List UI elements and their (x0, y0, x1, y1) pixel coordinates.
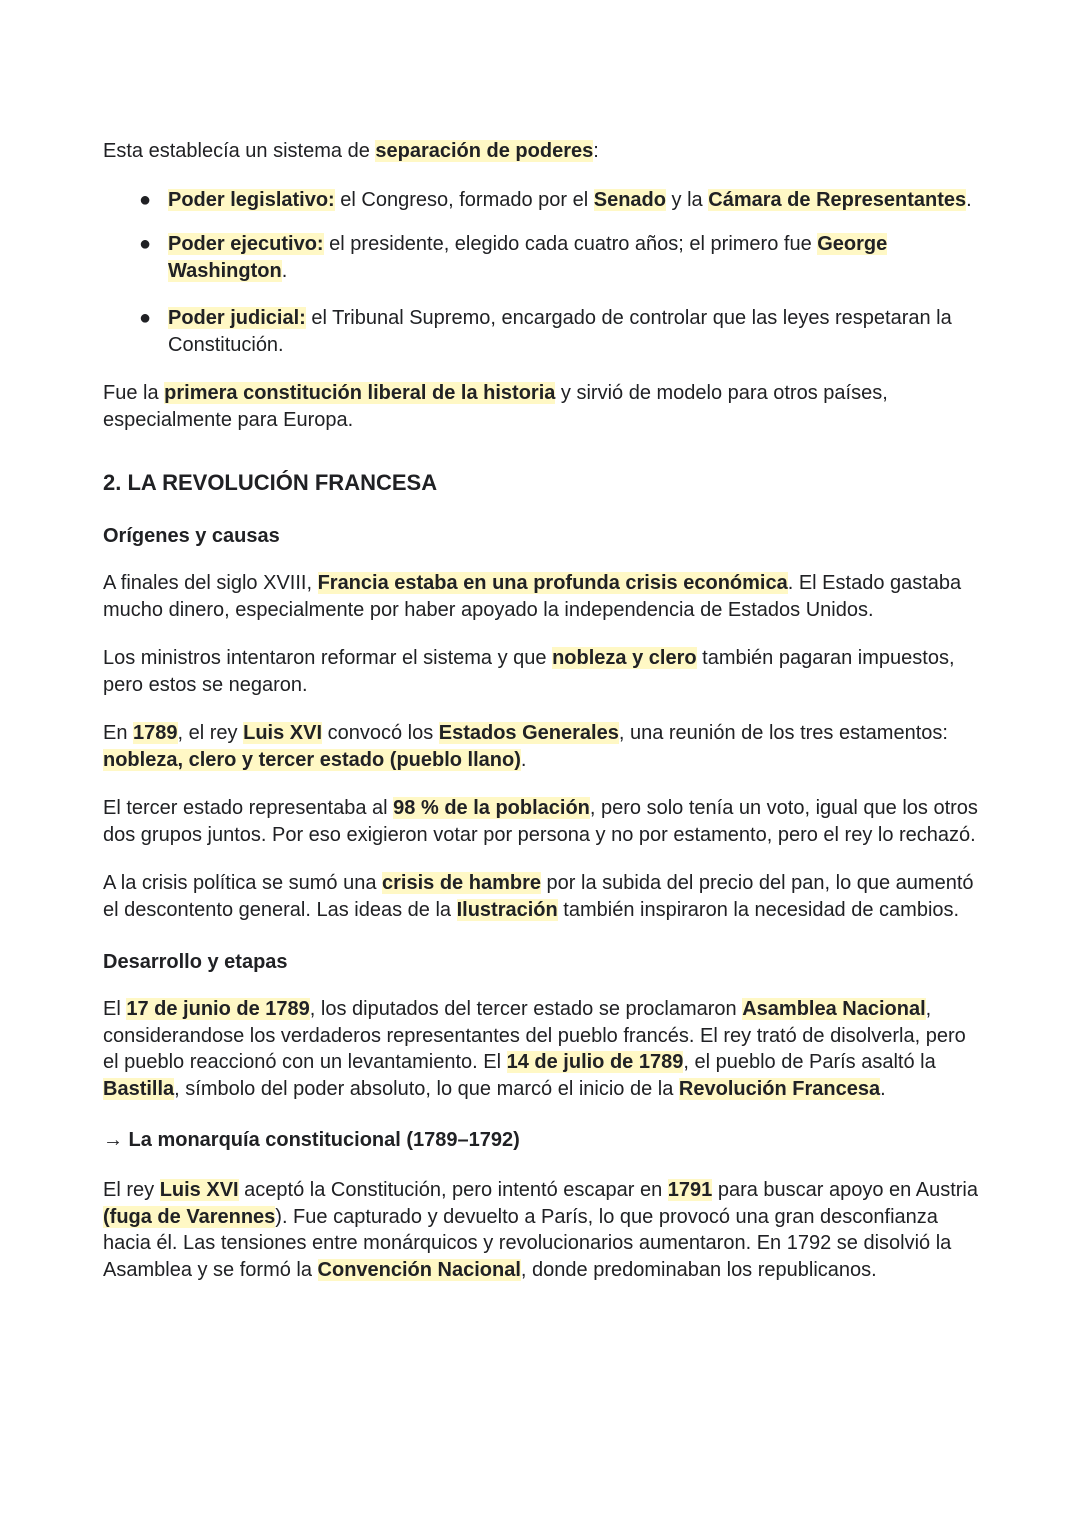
bullet-icon: ● (139, 307, 152, 329)
highlight: Poder judicial: (168, 307, 306, 329)
liberal-paragraph: Fue la primera constitución liberal de la historia y sirvió de modelo para otros países, especialmente para Europa. (103, 382, 888, 431)
highlight: Poder ejecutivo: (168, 233, 324, 255)
bullet-icon: ● (139, 233, 152, 255)
highlight: separación de poderes (375, 140, 594, 162)
list-item: ● Poder legislativo: el Congreso, formado por el Senado y la Cámara de Representantes. (103, 187, 983, 214)
ministros-paragraph: Los ministros intentaron reformar el sistema y que nobleza y clero también pagaran impuestos, pero estos se negaron. (103, 647, 955, 696)
section-heading: 2. LA REVOLUCIÓN FRANCESA (103, 470, 438, 495)
intro-paragraph: Esta establecía un sistema de separación de poderes: (103, 140, 599, 162)
bullet-icon: ● (139, 188, 152, 211)
highlight: 17 de junio de 1789 (126, 998, 310, 1020)
highlight: Francia estaba en una profunda crisis económica (317, 572, 788, 594)
highlight: nobleza y clero (552, 647, 697, 669)
highlight: Estados Generales (438, 722, 619, 744)
highlight: 14 de julio de 1789 (506, 1051, 684, 1073)
highlight: Revolución Francesa (678, 1077, 881, 1100)
highlight: crisis de hambre (382, 872, 541, 894)
highlight: Asamblea Nacional (742, 998, 926, 1020)
highlight: Cámara de Representantes (708, 188, 967, 211)
highlight: Ilustración (456, 898, 558, 921)
powers-list (103, 187, 983, 359)
highlight: (fuga de Varennes (103, 1205, 276, 1228)
subheading-monarquia: → La monarquía constitucional (1789–1792) (103, 1129, 520, 1151)
highlight: Senado (593, 188, 666, 211)
estados-generales-paragraph: En 1789, el rey Luis XVI convocó los Estados Generales, una reunión de los tres estamentos: nobleza, clero y tercer estado (pueblo llano). (103, 722, 948, 771)
highlight: George Washington (168, 233, 888, 282)
highlight: 1789 (133, 722, 178, 744)
highlight: Bastilla (103, 1077, 175, 1100)
document-page (103, 138, 983, 1283)
highlight: 98 % de la población (393, 797, 590, 819)
highlight: primera constitución liberal de la historia (164, 382, 556, 404)
highlight: Convención Nacional (317, 1258, 521, 1281)
list-item: ● Poder judicial: el Tribunal Supremo, encargado de controlar que las leyes respetaran la Constitución. (139, 307, 952, 356)
list-item: ● Poder ejecutivo: el presidente, elegido cada cuatro años; el primero fue George Washington. (139, 233, 888, 282)
highlight: 1791 (667, 1179, 713, 1201)
hambre-paragraph: A la crisis política se sumó una crisis de hambre por la subida del precio del pan, lo que aumentó el descontento general. Las ideas de la Ilustración también inspiraron la necesidad de cambios. (103, 872, 974, 921)
monarquia-paragraph: El rey Luis XVI aceptó la Constitución, pero intentó escapar en 1791 para buscar apoyo en Austria (fuga de Varennes). Fue capturado y devuelto a París, lo que provocó una gran desconfianza hacia él. Las tensiones entre monárquicos y revolucionarios aumentaron. En 1792 se disolvió la Asamblea y se formó la Convención Nacional, donde predominaban los republicanos. (103, 1179, 978, 1281)
highlight: Poder legislativo: (168, 188, 335, 211)
subheading-desarrollo: Desarrollo y etapas (103, 951, 288, 973)
junio-paragraph: El 17 de junio de 1789, los diputados del tercer estado se proclamaron Asamblea Nacional, considerandose los verdaderos representantes del pueblo francés. El rey trató de disolverla, pero el pueblo reaccionó con un levantamiento. El 14 de julio de 1789, el pueblo de París asaltó la Bastilla, símbolo del poder absoluto, lo que marcó el inicio de la Revolución Francesa. (103, 998, 966, 1100)
crisis-paragraph: A finales del siglo XVIII, Francia estaba en una profunda crisis económica. El Estado gastaba mucho dinero, especialmente por haber apoyado la independencia de Estados Unidos. (103, 572, 962, 621)
highlight: nobleza, clero y tercer estado (pueblo llano) (103, 748, 521, 771)
subheading-origins: Orígenes y causas (103, 525, 280, 547)
highlight: Luis XVI (159, 1179, 239, 1201)
tercer-estado-paragraph: El tercer estado representaba al 98 % de la población, pero solo tenía un voto, igual que los otros dos grupos juntos. Por eso exigieron votar por persona y no por estamento, pero el rey lo rechazó. (103, 797, 978, 846)
highlight: Luis XVI (243, 722, 323, 744)
